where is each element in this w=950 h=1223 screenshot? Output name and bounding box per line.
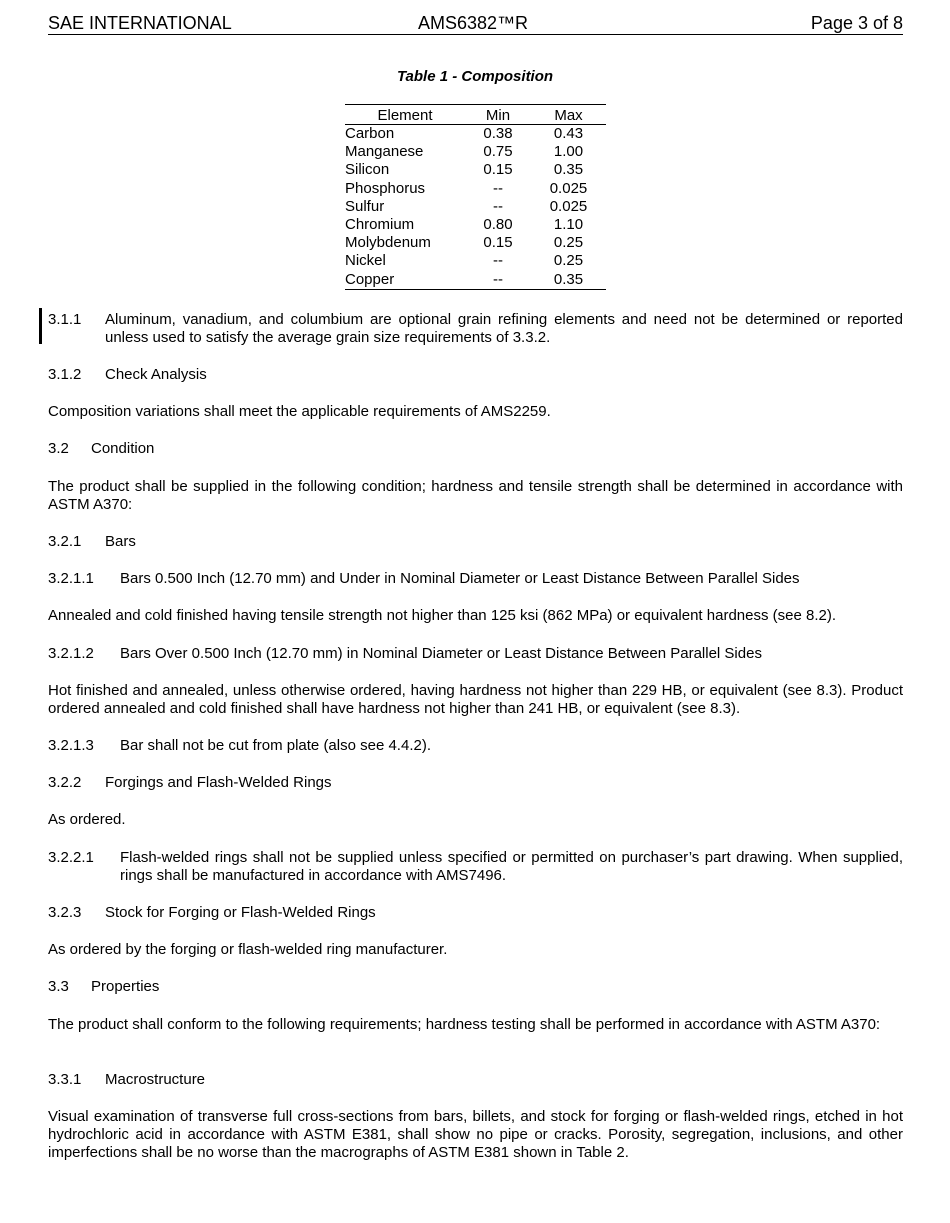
- cell-element: Silicon: [345, 161, 390, 179]
- section-number: 3.2.2.1: [48, 849, 94, 866]
- table-row: [345, 125, 606, 143]
- section-3-1-1: [48, 311, 903, 347]
- table-header-row: [345, 105, 606, 125]
- cell-element: Phosphorus: [345, 179, 426, 197]
- cell-min: 0.80: [483, 215, 513, 233]
- cell-max: 1.10: [553, 215, 584, 233]
- paragraph-3-2-3: As ordered by the forging or flash-welded ring manufacturer.: [48, 941, 448, 958]
- section-3-3-1-heading: [48, 1071, 903, 1089]
- section-heading: Properties: [91, 978, 160, 995]
- revision-change-bar: [39, 308, 42, 344]
- column-header-element: Element: [377, 107, 433, 124]
- cell-max: 0.43: [553, 125, 584, 142]
- section-3-2-1-1-heading: [48, 570, 903, 588]
- section-3-1-2-heading: [48, 366, 903, 384]
- column-header-max: Max: [554, 107, 583, 124]
- section-number: 3.2.2: [48, 774, 82, 791]
- header-document-number: AMS6382™R: [418, 13, 529, 33]
- section-text: Flash-welded rings shall not be supplied unless specified or permitted on purchaser’s part drawing. When supplied, rings shall be manufactured in accordance with AMS7496.: [120, 849, 903, 884]
- section-3-2-1-2-heading: [48, 645, 903, 663]
- cell-min: --: [493, 179, 503, 197]
- composition-table: [345, 104, 606, 290]
- section-number: 3.3.1: [48, 1071, 82, 1088]
- paragraph-3-2: The product shall be supplied in the following condition; hardness and tensile strength shall be determined in accordance with ASTM A370:: [48, 478, 903, 513]
- cell-min: --: [493, 270, 503, 288]
- table-row: [345, 198, 606, 216]
- section-heading: Bars Over 0.500 Inch (12.70 mm) in Nominal Diameter or Least Distance Between Parallel Sides: [120, 645, 762, 662]
- section-heading: Macrostructure: [105, 1071, 206, 1088]
- header-organization: SAE INTERNATIONAL: [48, 13, 232, 33]
- table-row: [345, 252, 606, 270]
- cell-min: --: [493, 197, 503, 215]
- cell-min: 0.15: [483, 234, 513, 252]
- cell-max: 0.025: [549, 197, 588, 215]
- paragraph-3-3-1: Visual examination of transverse full cross-sections from bars, billets, and stock for forging or flash-welded rings, etched in hot hydrochloric acid in accordance with ASTM E381, shall show no pipe or cracks. Porosity, segregation, inclusions, and other imperfections shall be no worse than the macrographs of ASTM E381 shown in Table 2.: [48, 1108, 903, 1161]
- cell-element: Manganese: [345, 143, 424, 161]
- table-row: [345, 143, 606, 161]
- section-3-2-2-heading: [48, 774, 903, 792]
- table-row: [345, 234, 606, 252]
- section-number: 3.2.1.3: [48, 737, 94, 754]
- cell-element: Nickel: [345, 252, 386, 270]
- cell-min: 0.75: [483, 143, 513, 161]
- cell-max: 0.35: [553, 161, 584, 179]
- section-heading: Bars 0.500 Inch (12.70 mm) and Under in Nominal Diameter or Least Distance Between Parallel Sides: [120, 570, 800, 587]
- section-number: 3.2.1: [48, 533, 82, 550]
- cell-element: Copper: [345, 270, 395, 288]
- section-3-2-1-3: [48, 737, 903, 755]
- section-number: 3.1.2: [48, 366, 82, 383]
- section-heading: Forgings and Flash-Welded Rings: [105, 774, 332, 791]
- section-heading: Stock for Forging or Flash-Welded Rings: [105, 904, 376, 921]
- cell-max: 0.35: [553, 270, 584, 288]
- cell-max: 1.00: [553, 143, 584, 161]
- section-heading: Check Analysis: [105, 366, 207, 383]
- cell-max: 0.25: [553, 234, 584, 252]
- table-row: [345, 180, 606, 198]
- paragraph-3-2-1-2: Hot finished and annealed, unless otherwise ordered, having hardness not higher than 229 HB, or equivalent (see 8.3). Product ordered annealed and cold finished shall have hardness not higher than 241 HB, or equivalent (see 8.3).: [48, 682, 903, 717]
- section-number: 3.1.1: [48, 311, 82, 328]
- cell-element: Sulfur: [345, 197, 385, 215]
- section-3-2-heading: [48, 440, 903, 458]
- paragraph-3-3: The product shall conform to the following requirements; hardness testing shall be performed in accordance with ASTM A370:: [48, 1016, 881, 1033]
- paragraph-3-2-2: As ordered.: [48, 811, 126, 828]
- column-header-min: Min: [485, 107, 511, 124]
- cell-min: 0.38: [483, 125, 513, 142]
- cell-min: --: [493, 252, 503, 270]
- paragraph-3-2-1-1: Annealed and cold finished having tensile strength not higher than 125 ksi (862 MPa) or equivalent hardness (see 8.2).: [48, 607, 836, 624]
- page-header: [48, 13, 903, 35]
- table-row: [345, 271, 606, 289]
- section-3-3-heading: [48, 978, 903, 996]
- cell-element: Molybdenum: [345, 234, 431, 252]
- section-number: 3.2.1.1: [48, 570, 94, 587]
- section-text: Aluminum, vanadium, and columbium are optional grain refining elements and need not be determined or reported unless used to satisfy the average grain size requirements of 3.3.2.: [105, 311, 903, 346]
- cell-max: 0.25: [553, 252, 584, 270]
- cell-element: Carbon: [345, 125, 395, 142]
- section-3-2-2-1: [48, 849, 903, 885]
- cell-min: 0.15: [483, 161, 513, 179]
- table-title: Table 1 - Composition: [396, 68, 554, 85]
- section-3-2-1-heading: [48, 533, 903, 551]
- cell-element: Chromium: [345, 215, 415, 233]
- paragraph-3-1-2: Composition variations shall meet the applicable requirements of AMS2259.: [48, 403, 551, 420]
- section-number: 3.3: [48, 978, 69, 995]
- cell-max: 0.025: [549, 179, 588, 197]
- section-3-2-3-heading: [48, 904, 903, 922]
- section-number: 3.2: [48, 440, 69, 457]
- section-number: 3.2.1.2: [48, 645, 94, 662]
- section-text: Bar shall not be cut from plate (also see 4.4.2).: [120, 737, 431, 754]
- section-number: 3.2.3: [48, 904, 82, 921]
- section-heading: Bars: [105, 533, 136, 550]
- section-heading: Condition: [91, 440, 155, 457]
- header-page-number: Page 3 of 8: [810, 13, 903, 33]
- table-row: [345, 161, 606, 179]
- table-row: [345, 216, 606, 234]
